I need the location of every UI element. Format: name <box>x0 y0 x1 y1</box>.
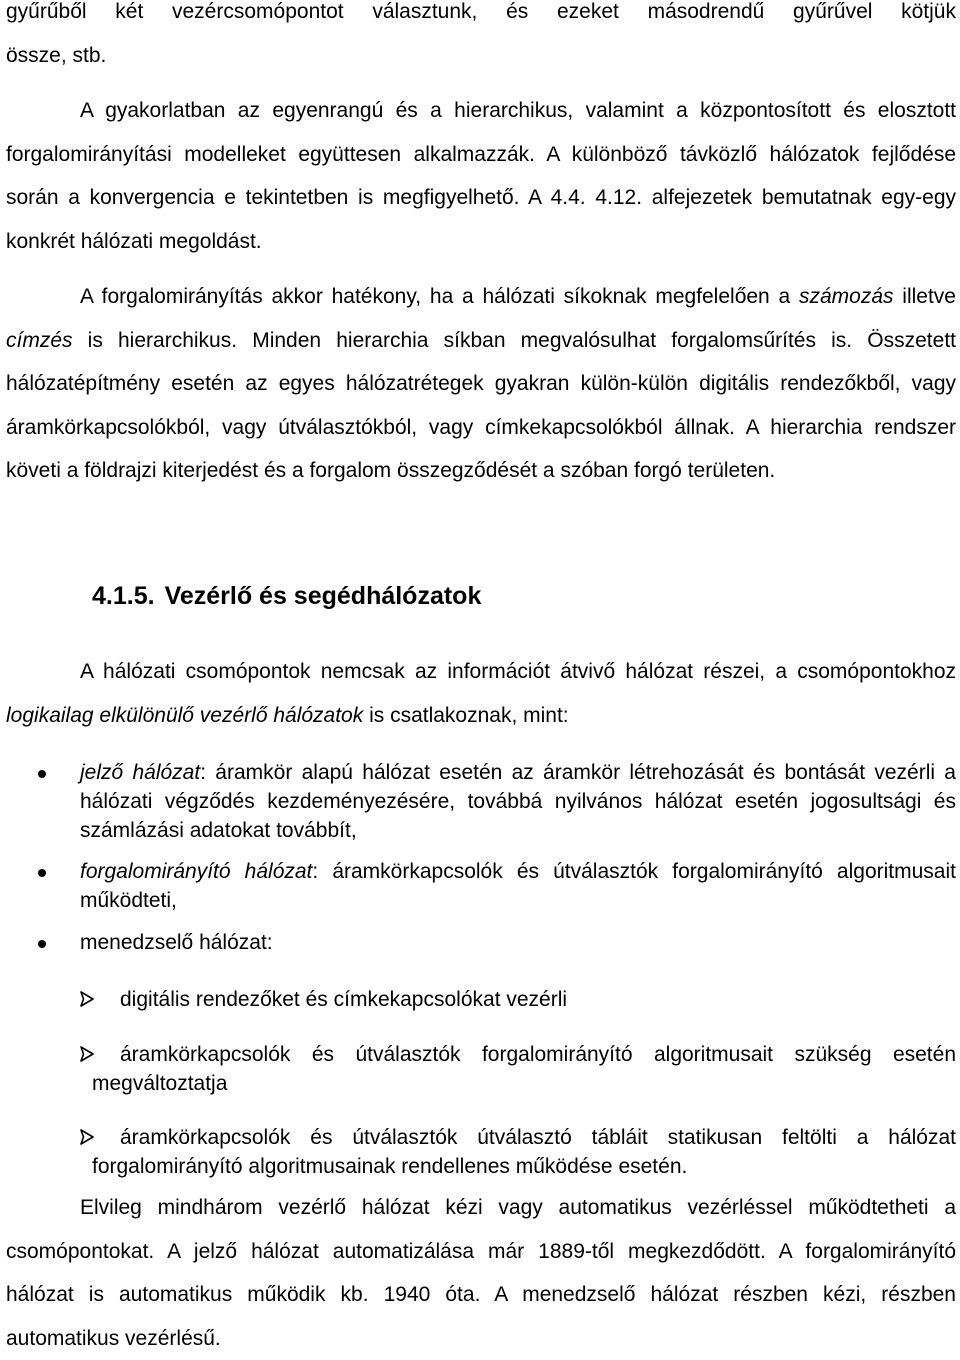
list-item-management <box>80 928 956 957</box>
italic-term: számozás <box>798 285 894 308</box>
text-run: A forgalomirányítás akkor hatékony, ha a hálózati síkoknak megfelelően a <box>80 285 799 308</box>
paragraph-routing <box>6 275 956 493</box>
text-run: A hálózati csomópontok nemcsak az információt átvivő hálózat részei, a csomópontokhoz <box>80 660 956 683</box>
bullet-dot-icon <box>38 770 46 778</box>
italic-term: címzés <box>6 328 73 352</box>
paragraph-continuation <box>6 0 956 77</box>
section-heading <box>92 576 481 616</box>
paragraph-history: Elvileg mindhárom vezérlő hálózat kézi vagy automatikus vezérléssel működtetheti a csomópontokat. A jelző hálózat automatizálása már 1889-től megkezdődött. A forgalomirányító hálózat is automatikus működik kb. 1940 óta. A menedzselő hálózat részben kézi, részben automatikus vezérlésű. <box>6 1196 956 1350</box>
section-number: 4.1.5. <box>92 582 155 610</box>
bullet-dot-icon <box>38 940 46 948</box>
italic-term: forgalomirányító hálózat <box>80 860 313 883</box>
sub-item-change-algorithms: áramkörkapcsolók és útválasztók forgalomirányító algoritmusait szükség esetén megváltoztatja <box>92 1043 956 1095</box>
paragraph-line: gyűrűből két vezércsomópontot választunk, és ezeket másodrendű gyűrűvel kötjük <box>6 0 956 23</box>
section-title: Vezérlő és segédhálózatok <box>164 582 482 610</box>
list-item-routing <box>80 857 956 915</box>
italic-term: logikailag elkülönülő vezérlő hálózatok <box>6 703 364 727</box>
list-item-signaling <box>80 758 956 845</box>
sub-item-digital: digitális rendezőket és címkekapcsolókat vezérli <box>120 988 568 1011</box>
text-run: is csatlakoznak, mint: <box>363 703 569 727</box>
sub-item-static-tables: áramkörkapcsolók és útválasztók útválasztó tábláit statikusan feltölti a hálózat forgalomirányító algoritmusainak rendellenes működése esetén. <box>92 1126 956 1178</box>
list-item-text: : áramkör alapú hálózat esetén az áramkör létrehozását és bontását vezérli a hálózati végződés kezdeményezésére, továbbá nyilvános hálózat esetén jogosultsági és számlázási adatokat továbbít, <box>80 761 956 842</box>
list-item-text: menedzselő hálózat: <box>80 931 273 954</box>
italic-term: jelző hálózat <box>80 761 201 784</box>
text-run: illetve <box>893 285 956 308</box>
paragraph-control-networks <box>6 650 956 737</box>
bullet-dot-icon <box>38 869 46 877</box>
text-run: is hierarchikus. Minden hierarchia síkban megvalósulhat forgalomsűrítés is. Összetett hálózatépítmény esetén az egyes hálózatrétegek gyakran külön-külön digitális rendezőkből, vagy áramkörkapcsolókból, vagy útválasztókból, vagy címkekapcsolókból állnak. A hierarchia rendszer követi a földrajzi kiterjedést és a forgalom összegződését a szóban forgó területen. <box>6 328 956 482</box>
paragraph-models: A gyakorlatban az egyenrangú és a hierarchikus, valamint a központosított és elosztott forgalomirányítási modelleket együttesen alkalmazzák. A különböző távközlő hálózatok fejlődése során a konvergencia e tekintetben is megfigyelhető. A 4.4. 4.12. alfejezetek bemutatnak egy-egy konkrét hálózati megoldást. <box>6 99 956 253</box>
list-item-text: : áramkörkapcsolók és útválasztók forgalomirányító algoritmusait működteti, <box>80 860 956 912</box>
paragraph-line: össze, stb. <box>6 43 107 67</box>
